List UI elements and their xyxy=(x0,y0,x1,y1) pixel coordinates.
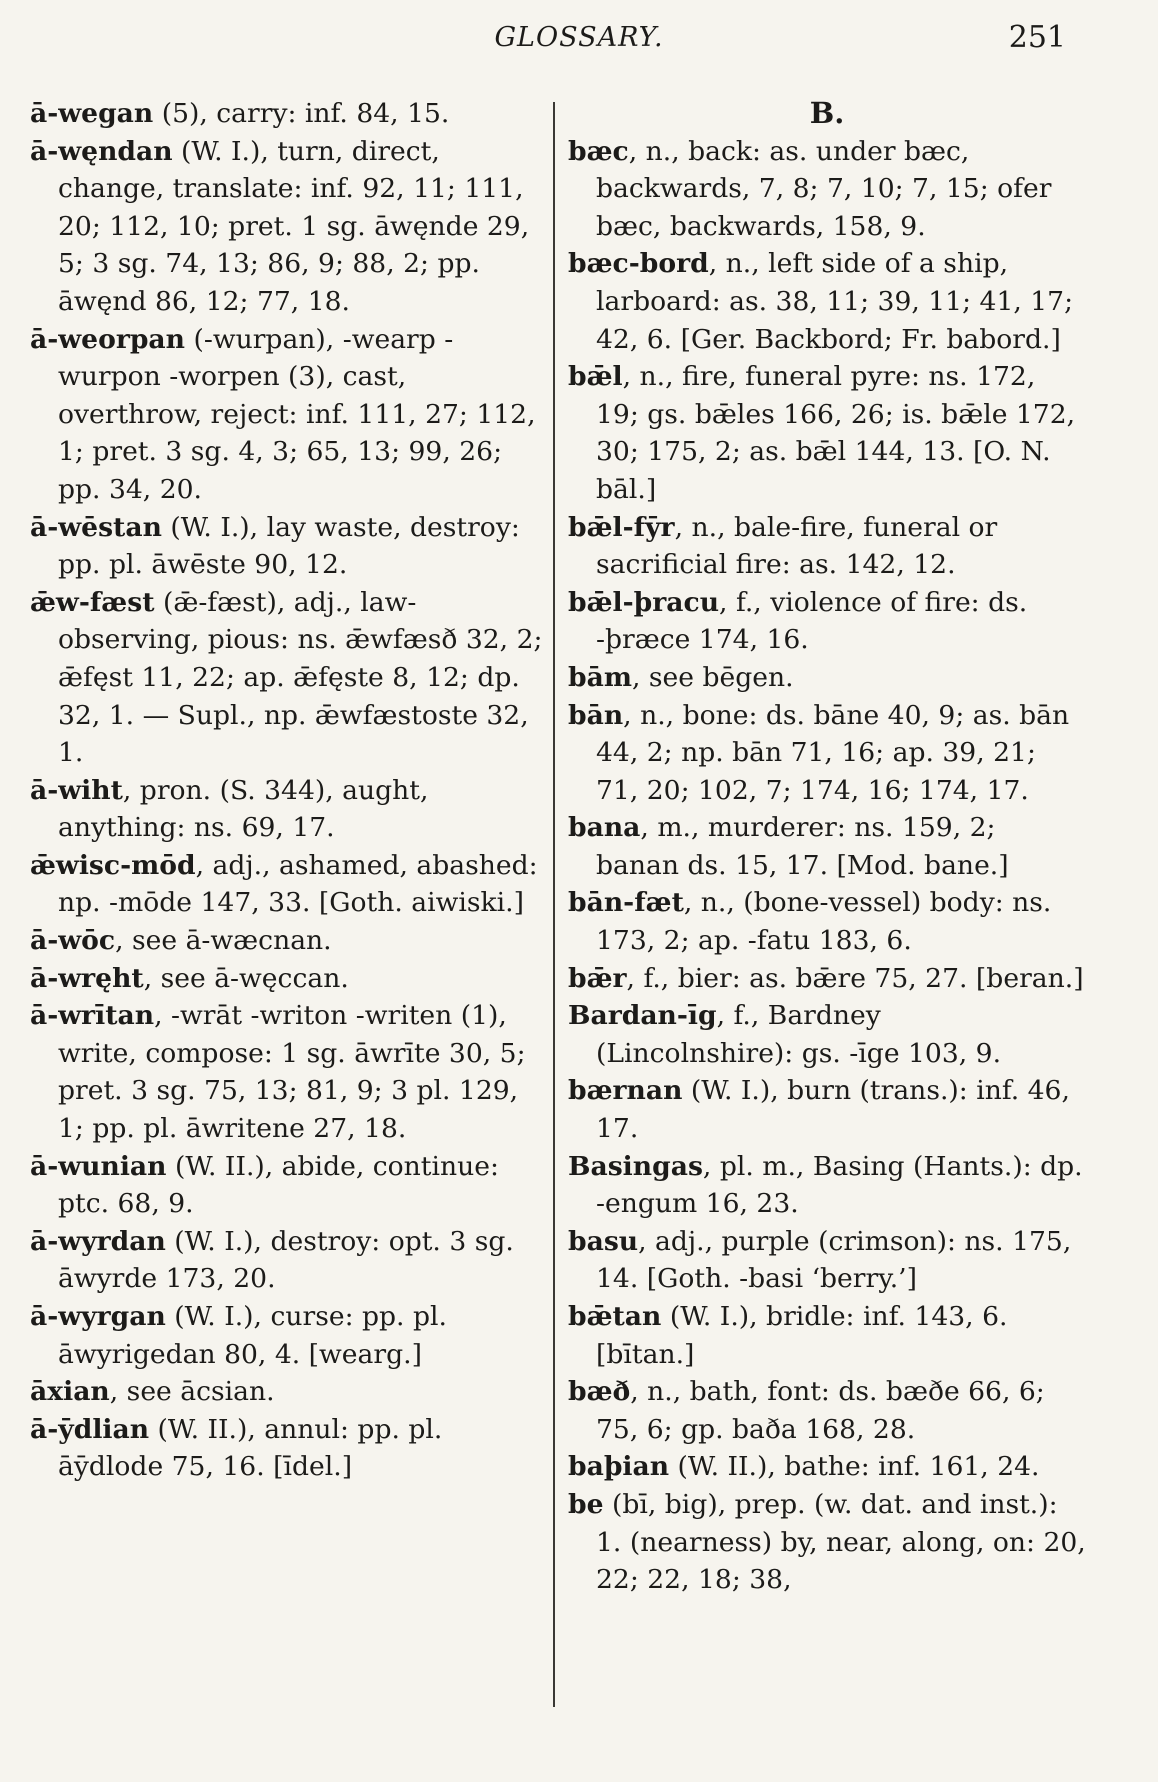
entry-definition: , see ā-wæcnan. xyxy=(115,925,332,957)
glossary-entry xyxy=(30,584,550,772)
glossary-entry xyxy=(30,1373,550,1411)
entry-definition: (W. I.), bridle: inf. 143, 6. [bītan.] xyxy=(596,1301,1008,1370)
headword: be xyxy=(568,1488,604,1520)
headword: ā-wiht xyxy=(30,774,123,806)
entry-definition: , n., bath, font: ds. bæðe 66, 6; 75, 6; gp. baða 168, 28. xyxy=(596,1376,1045,1445)
entry-definition: , pl. m., Basing (Hants.): dp. -engum 16, 23. xyxy=(596,1150,1083,1220)
glossary-entry xyxy=(30,772,550,847)
glossary-entry xyxy=(30,509,550,584)
running-title: GLOSSARY. xyxy=(494,22,664,53)
glossary-entry xyxy=(568,1148,1086,1223)
entry-definition: , n., (bone-vessel) body: ns. 173, 2; ap. -fatu 183, 6. xyxy=(596,887,1052,957)
glossary-entry xyxy=(568,1486,1086,1599)
headword: bǣl xyxy=(568,361,623,393)
glossary-entry xyxy=(568,1072,1086,1147)
headword: ǣw-fæst xyxy=(30,586,155,618)
headword: ā-wyrdan xyxy=(30,1225,166,1257)
glossary-entry xyxy=(568,809,1086,884)
headword: bān-fæt xyxy=(568,887,684,919)
headword: bæc xyxy=(568,135,629,167)
glossary-entry xyxy=(568,697,1086,810)
entry-definition: , see ācsian. xyxy=(109,1376,275,1408)
glossary-entry xyxy=(30,847,550,922)
headword: bǣr xyxy=(568,962,627,994)
headword: bana xyxy=(568,812,641,844)
headword: ā-wēstan xyxy=(30,511,162,543)
page-number: 251 xyxy=(1008,20,1066,55)
entry-definition: (W. II.), bathe: inf. 161, 24. xyxy=(669,1451,1040,1483)
glossary-entry xyxy=(30,95,550,133)
entry-definition: (W. I.), lay waste, destroy: pp. pl. āwēste 90, 12. xyxy=(58,511,520,581)
entry-definition: (W. I.), curse: pp. pl. āwyrigedan 80, 4. [wearg.] xyxy=(58,1301,447,1370)
entry-definition: , adj., purple (crimson): ns. 175, 14. [Goth. -basi ‘berry.’] xyxy=(596,1225,1072,1295)
headword: ā-wegan xyxy=(30,98,154,129)
glossary-entry xyxy=(568,1223,1086,1298)
entry-definition: (5), carry: inf. 84, 15. xyxy=(153,98,450,129)
headword: bān xyxy=(568,699,624,731)
headword: ā-wyrgan xyxy=(30,1301,166,1332)
entry-definition: , n., bone: ds. bāne 40, 9; as. bān 44, 2; np. bān 71, 16; ap. 39, 21; 71, 20; 102, 7; 174, 16; 174, 17. xyxy=(596,699,1070,806)
entry-definition: , pron. (S. 344), aught, anything: ns. 69, 17. xyxy=(58,774,429,844)
entry-definition: , adj., ashamed, abashed: np. -mōde 147, 33. [Goth. aiwiski.] xyxy=(58,849,538,919)
headword: bærnan xyxy=(568,1075,683,1107)
headword: basu xyxy=(568,1225,639,1257)
headword: bæð xyxy=(568,1376,631,1408)
headword: bæc-bord xyxy=(568,248,709,280)
glossary-entry xyxy=(30,1223,550,1298)
entry-definition: (bī, big), prep. (w. dat. and inst.): 1. (nearness) by, near, along, on: 20, 22; 22, 18; 38, xyxy=(596,1488,1086,1596)
entry-definition: , f., bier: as. bǣre 75, 27. [beran.] xyxy=(626,962,1084,994)
headword: ā-węndan xyxy=(30,135,173,167)
glossary-entry xyxy=(30,321,550,509)
section-letter: B. xyxy=(809,96,845,130)
glossary-entry xyxy=(568,659,1086,697)
entry-definition: (W. I.), destroy: opt. 3 sg. āwyrde 173, 20. xyxy=(58,1225,514,1295)
right-column xyxy=(568,95,1086,1599)
headword: ā-ȳdlian xyxy=(30,1413,150,1445)
entry-definition: , n., fire, funeral pyre: ns. 172, 19; gs. bǣles 166, 26; is. bǣle 172, 30; 175, 2; as. bǣl 144, 13. [O. N. bāl.] xyxy=(596,361,1076,505)
entry-definition: , n., left side of a ship, larboard: as. 38, 11; 39, 11; 41, 17; 42, 6. [Ger. Backbord; Fr. babord.] xyxy=(596,248,1074,355)
glossary-entry xyxy=(568,358,1086,508)
glossary-entry xyxy=(568,884,1086,959)
glossary-entry xyxy=(30,1148,550,1223)
glossary-entry xyxy=(30,960,550,998)
headword: āxian xyxy=(30,1376,110,1408)
glossary-entry xyxy=(568,1298,1086,1373)
headword: bām xyxy=(568,661,632,693)
headword: ǣwisc-mōd xyxy=(30,849,196,881)
headword: bǣl-fȳr xyxy=(568,511,675,543)
entry-definition: , f., Bardney (Lincolnshire): gs. -īge 103, 9. xyxy=(596,1000,1002,1069)
entry-definition: , n., back: as. under bæc, backwards, 7, 8; 7, 10; 7, 15; ofer bæc, backwards, 158, 9. xyxy=(596,135,1052,242)
headword: ā-wrītan xyxy=(30,1000,155,1032)
entry-definition: (-wurpan), -wearp -wurpon -worpen (3), cast, overthrow, reject: inf. 111, 27; 112, 1; pret. 3 sg. 4, 3; 65, 13; 99, 26; pp. 34, 20. xyxy=(58,323,536,505)
glossary-entry xyxy=(568,509,1086,584)
left-column xyxy=(30,95,550,1486)
headword: baþian xyxy=(568,1451,670,1483)
headword: ā-weorpan xyxy=(30,323,185,355)
glossary-entry xyxy=(568,133,1086,246)
glossary-entry xyxy=(30,922,550,960)
entry-definition: , see bēgen. xyxy=(631,661,794,693)
entry-definition: (ǣ-fæst), adj., law-observing, pious: ns. ǣwfæsð 32, 2; ǣfęst 11, 22; ap. ǣfęste 8, 12; dp. 32, 1. — Supl., np. ǣwfæstoste 32, 1. xyxy=(58,586,543,769)
entry-definition: (W. II.), abide, continue: ptc. 68, 9. xyxy=(58,1150,499,1220)
glossary-entry xyxy=(568,245,1086,358)
entry-definition: , -wrāt -writon -writen (1), write, compose: 1 sg. āwrīte 30, 5; pret. 3 sg. 75, 13; 81, 9; 3 pl. 129, 1; pp. pl. āwritene 27, 18. xyxy=(58,1000,526,1145)
glossary-entry xyxy=(30,1411,550,1486)
entry-definition: (W. II.), annul: pp. pl. āȳdlode 75, 16. [īdel.] xyxy=(58,1413,443,1483)
entry-definition: , f., violence of fire: ds. -þræce 174, 16. xyxy=(596,586,1028,656)
entry-definition: , n., bale-fire, funeral or sacrificial fire: as. 142, 12. xyxy=(596,511,998,581)
glossary-entry xyxy=(568,1448,1086,1486)
headword: bǣl-þracu xyxy=(568,586,720,618)
entry-definition: , see ā-węccan. xyxy=(143,962,349,994)
headword: Bardan-īg xyxy=(568,1000,717,1032)
column-divider xyxy=(553,102,555,1707)
headword: bǣtan xyxy=(568,1301,662,1332)
headword: ā-wōc xyxy=(30,925,116,957)
glossary-entry xyxy=(30,997,550,1147)
glossary-entry xyxy=(30,1298,550,1373)
entry-definition: (W. I.), burn (trans.): inf. 46, 17. xyxy=(596,1075,1070,1145)
entry-definition: (W. I.), turn, direct, change, translate: inf. 92, 11; 111, 20; 112, 10; pret. 1 sg. āwęnde 29, 5; 3 sg. 74, 13; 86, 9; 88, 2; pp. āwęnd 86, 12; 77, 18. xyxy=(58,135,530,317)
glossary-entry xyxy=(568,997,1086,1072)
glossary-entry xyxy=(568,584,1086,659)
glossary-entry xyxy=(568,960,1086,998)
entry-definition: , m., murderer: ns. 159, 2; banan ds. 15, 17. [Mod. bane.] xyxy=(596,812,1009,881)
glossary-entry xyxy=(568,1373,1086,1448)
headword: ā-wręht xyxy=(30,962,144,994)
glossary-entry xyxy=(30,133,550,321)
headword: ā-wunian xyxy=(30,1150,167,1182)
headword: Basingas xyxy=(568,1150,703,1182)
right-column-entries xyxy=(568,133,1086,1599)
